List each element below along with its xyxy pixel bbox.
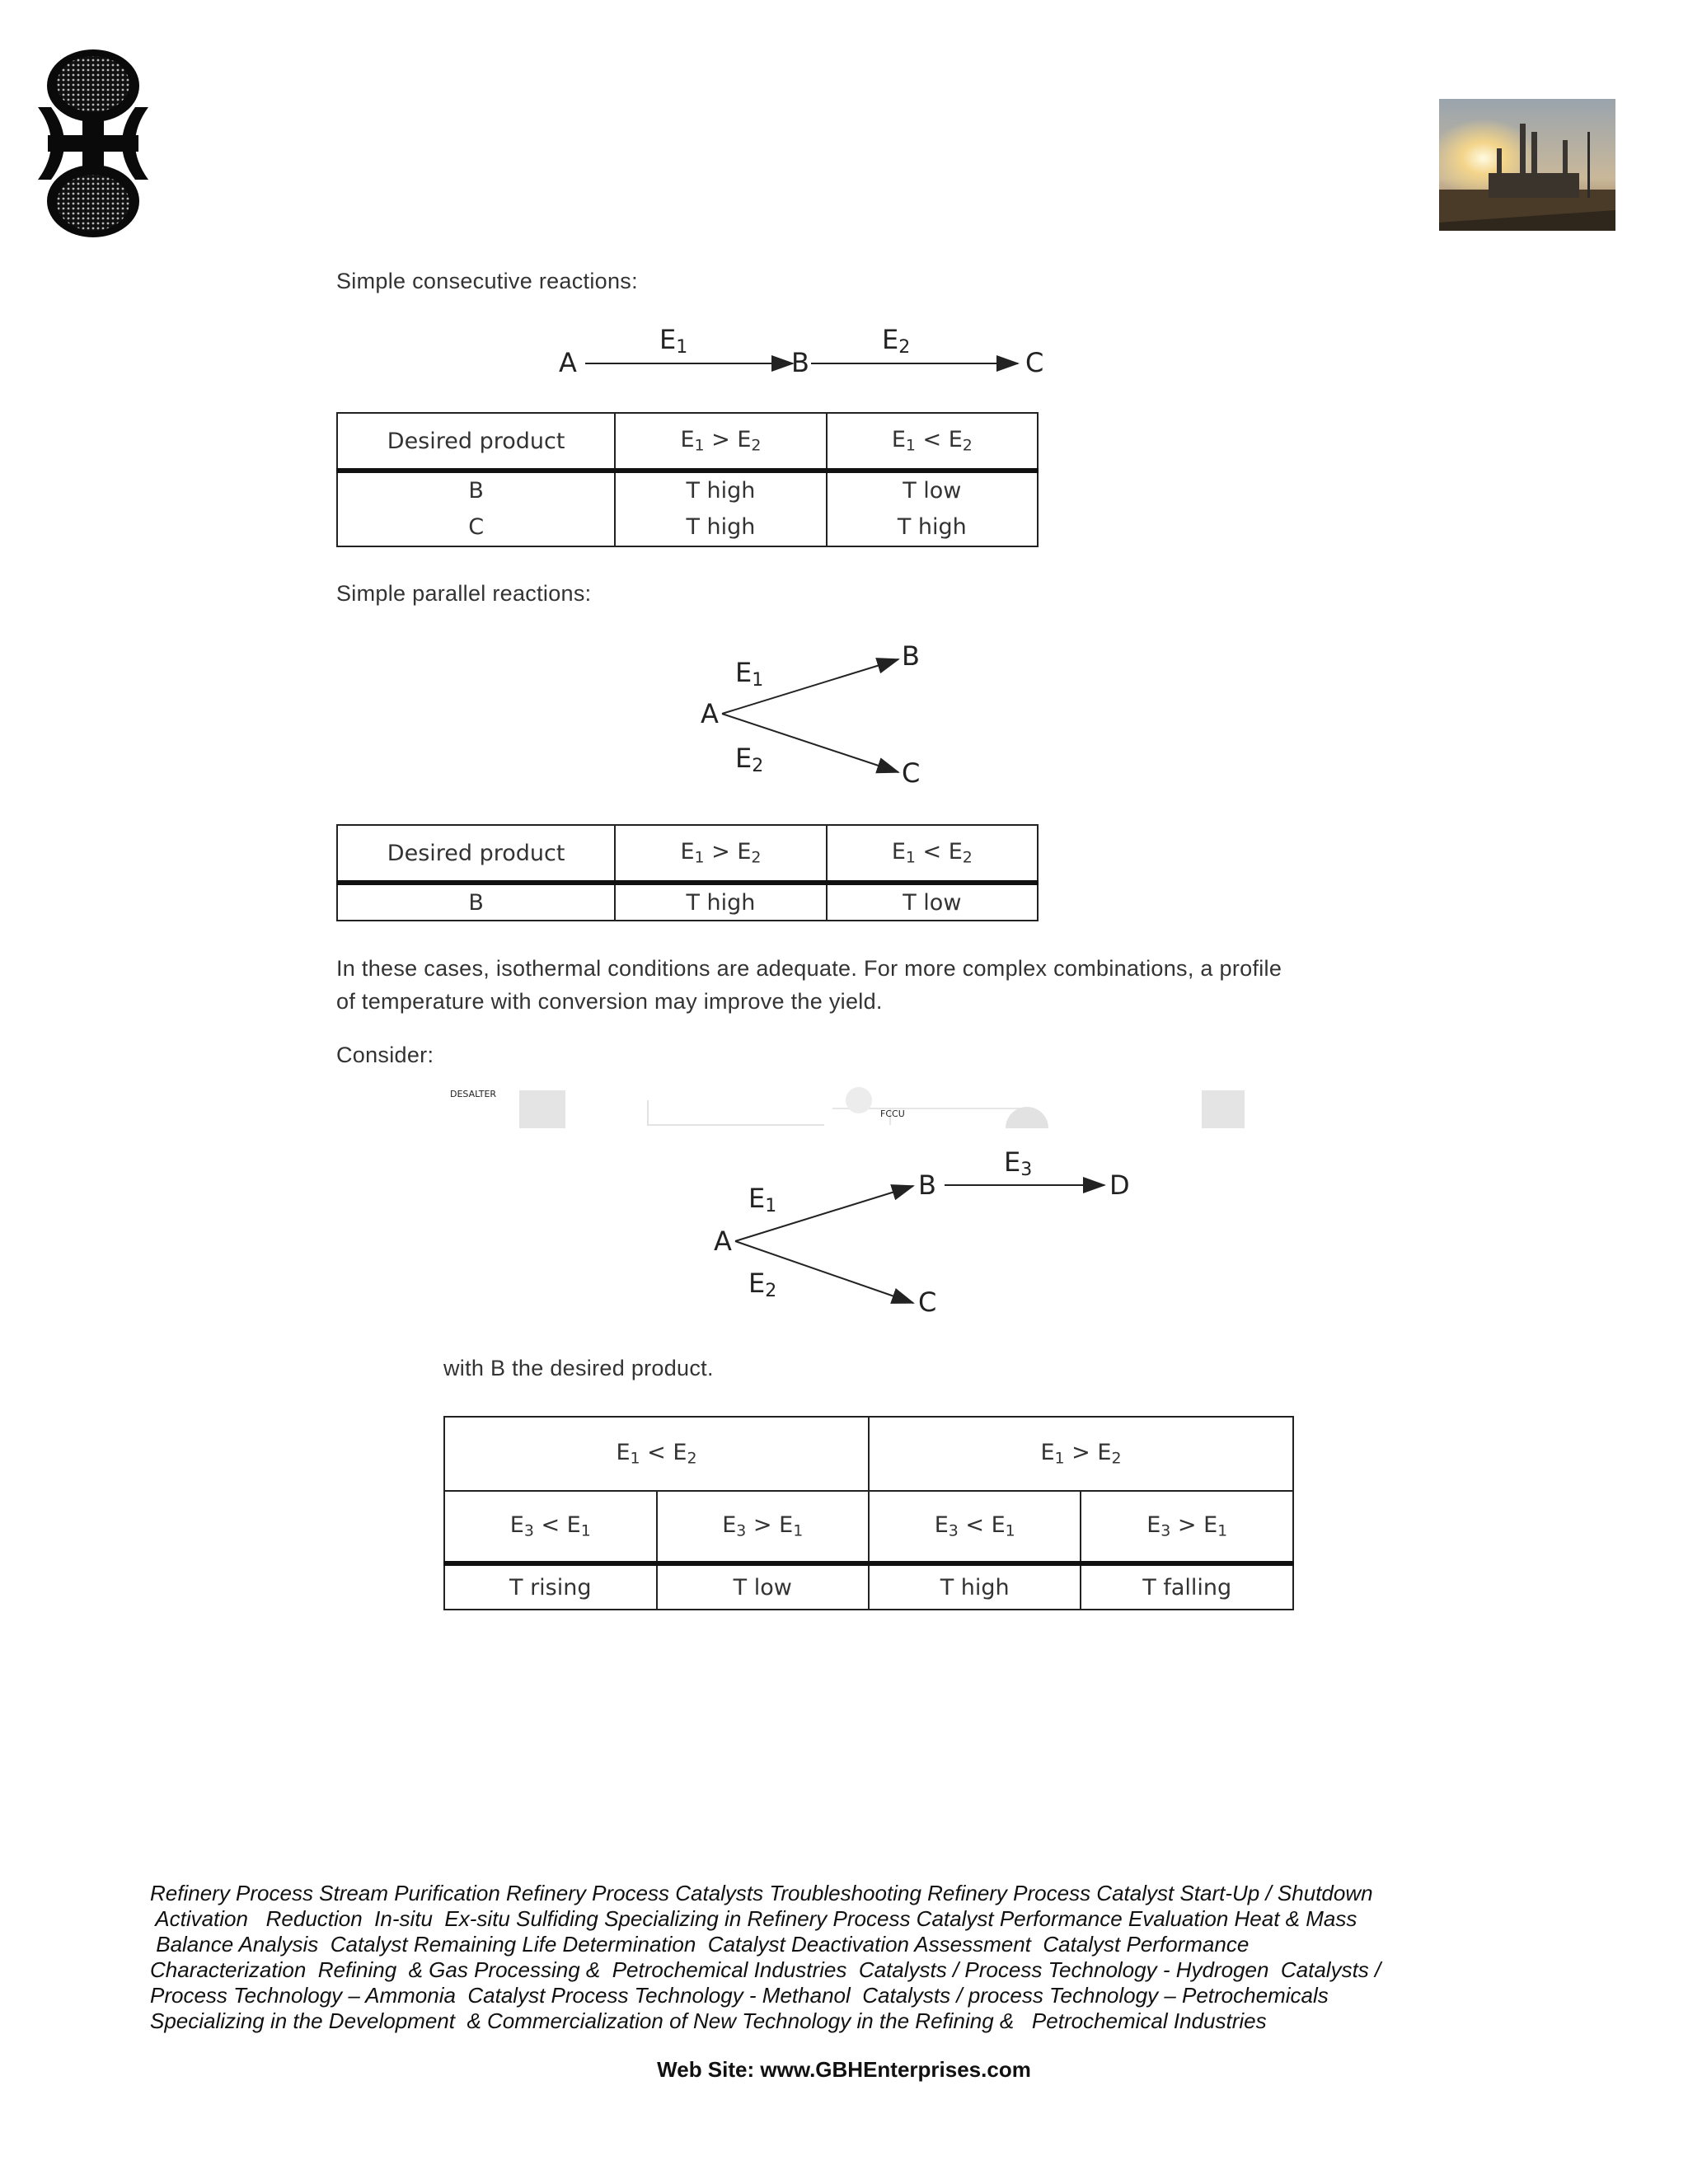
e1-label: E1 xyxy=(659,324,688,358)
table-cell: C xyxy=(337,509,615,546)
table-cell: B xyxy=(337,471,615,509)
paragraph-line: of temperature with conversion may improve the yield. xyxy=(336,989,883,1014)
table-cell: T low xyxy=(827,471,1038,509)
column-header: $E_1 < E_2$ xyxy=(827,413,1038,471)
e2-label: E2 xyxy=(882,324,911,358)
sub-header: $E_3 < E_1$ xyxy=(869,1491,1081,1563)
column-header: Desired product xyxy=(337,413,615,471)
faint-fccu: FCCU xyxy=(880,1108,905,1119)
table-cell: T high xyxy=(869,1563,1081,1610)
faint-desalter: DESALTER xyxy=(450,1089,497,1099)
table-cell: T high xyxy=(615,883,826,921)
consecutive-reaction-diagram xyxy=(536,317,1063,383)
e1-label: E1 xyxy=(735,657,764,691)
column-header: $E_1 < E_2$ xyxy=(827,825,1038,883)
footer-line: Process Technology – Ammonia Catalyst Process Technology - Methanol Catalysts / process Technology – Petrochemicals xyxy=(150,1983,1329,2008)
species-a: A xyxy=(701,698,719,729)
heading-parallel: Simple parallel reactions: xyxy=(336,581,592,606)
footer-line: Specializing in the Development & Commercialization of New Technology in the Refining & Petrochemical Industries xyxy=(150,2008,1267,2033)
table-cell: T falling xyxy=(1081,1563,1293,1610)
column-header: $E_1 > E_2$ xyxy=(615,413,826,471)
complex-reaction-diagram xyxy=(701,1141,1146,1323)
faint-artifact-strip xyxy=(363,1084,1319,1132)
parallel-table xyxy=(336,824,1039,921)
column-header: $E_1 > E_2$ xyxy=(615,825,826,883)
table-cell: T high xyxy=(615,509,826,546)
species-b: B xyxy=(902,640,920,672)
species-a: A xyxy=(559,347,577,378)
sub-header: $E_3 > E_1$ xyxy=(1081,1491,1293,1563)
table-cell: T low xyxy=(827,883,1038,921)
refinery-photo xyxy=(1439,99,1615,231)
footer-line: Refinery Process Stream Purification Refinery Process Catalysts Troubleshooting Refinery Process Catalyst Start-Up / Shutdown xyxy=(150,1881,1373,1905)
table-cell: T high xyxy=(827,509,1038,546)
e2-label: E2 xyxy=(735,743,764,776)
paragraph xyxy=(336,952,1282,1018)
website-link[interactable]: Web Site: www.GBHEnterprises.com xyxy=(657,2057,1031,2082)
species-c: C xyxy=(918,1286,937,1318)
species-b: B xyxy=(918,1169,936,1201)
parallel-reaction-diagram xyxy=(692,630,940,795)
footer-services xyxy=(150,1881,1436,2034)
species-b: B xyxy=(791,347,809,378)
heading-consecutive: Simple consecutive reactions: xyxy=(336,269,638,293)
sub-header: $E_3 > E_1$ xyxy=(657,1491,869,1563)
footer-line: Activation Reduction In-situ Ex-situ Sulfiding Specializing in Refinery Process Catalyst Performance Evaluation Heat & Mass xyxy=(150,1906,1357,1931)
e2-label: E2 xyxy=(748,1268,777,1301)
complex-table xyxy=(443,1416,1294,1610)
table-cell: T high xyxy=(615,471,826,509)
species-a: A xyxy=(714,1226,732,1257)
group-header: $E_1 > E_2$ xyxy=(869,1417,1293,1491)
species-c: C xyxy=(902,757,921,789)
group-header: $E_1 < E_2$ xyxy=(444,1417,869,1491)
consecutive-table xyxy=(336,412,1039,547)
desired-product-note: with B the desired product. xyxy=(443,1356,714,1380)
consider-label: Consider: xyxy=(336,1043,434,1067)
footer-line: Characterization Refining & Gas Processing & Petrochemical Industries Catalysts / Process Technology - Hydrogen Catalysts / xyxy=(150,1957,1381,1982)
column-header: Desired product xyxy=(337,825,615,883)
species-d: D xyxy=(1109,1169,1130,1201)
table-cell: B xyxy=(337,883,615,921)
paragraph-line: In these cases, isothermal conditions are adequate. For more complex combinations, a profile xyxy=(336,956,1282,981)
table-cell: T low xyxy=(657,1563,869,1610)
e1-label: E1 xyxy=(748,1183,777,1216)
footer-line: Balance Analysis Catalyst Remaining Life Determination Catalyst Deactivation Assessment Catalyst Performance xyxy=(150,1932,1250,1957)
species-c: C xyxy=(1025,347,1044,378)
company-logo xyxy=(31,48,155,237)
sub-header: $E_3 < E_1$ xyxy=(444,1491,657,1563)
e3-label: E3 xyxy=(1004,1146,1033,1180)
table-cell: T rising xyxy=(444,1563,657,1610)
